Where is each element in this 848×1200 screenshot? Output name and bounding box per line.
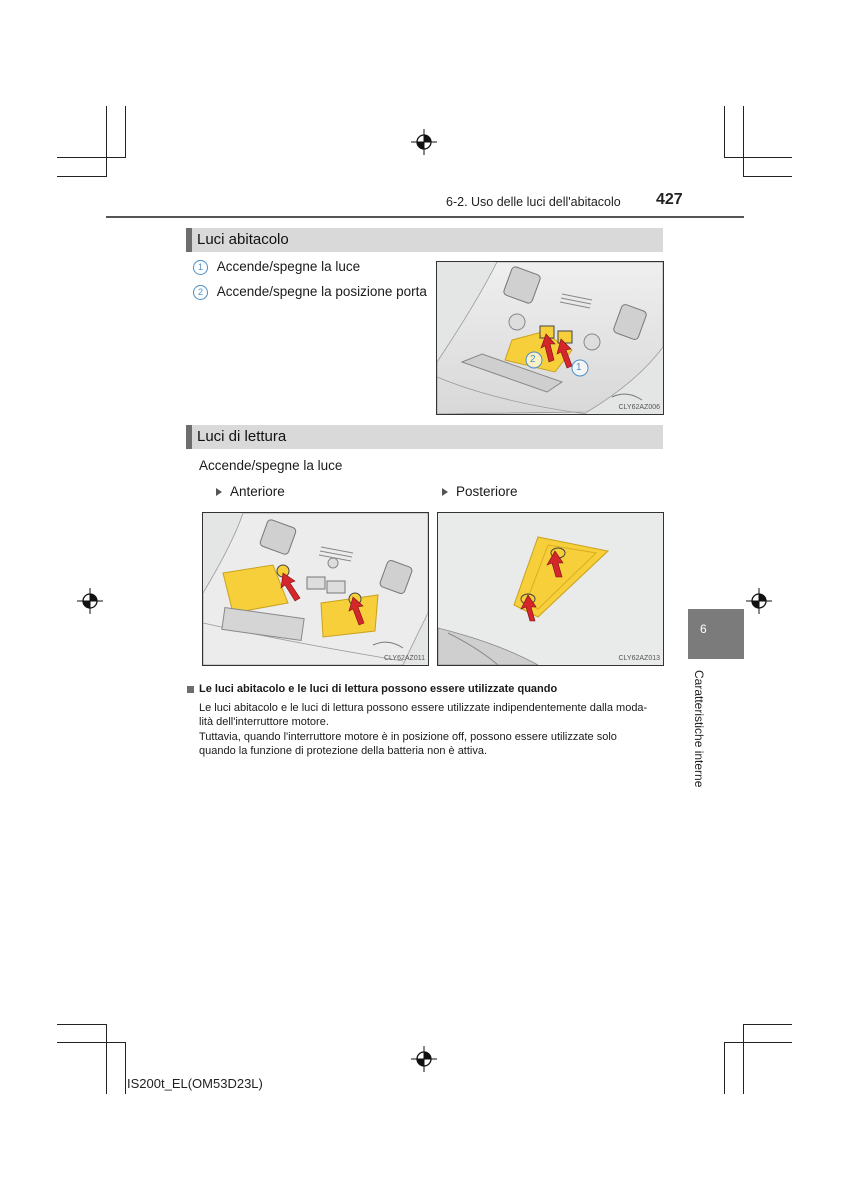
crop-mark xyxy=(57,1042,126,1043)
circled-number: 2 xyxy=(193,285,208,300)
chapter-number: 6 xyxy=(700,622,707,636)
registration-mark-icon xyxy=(745,587,773,615)
crop-mark xyxy=(724,1042,792,1043)
note-line: Le luci abitacolo e le luci di lettura possono essere utilizzate indipendentemente dalla moda- xyxy=(199,702,648,714)
header-rule xyxy=(106,216,744,218)
note-line: Tuttavia, quando l'interruttore motore è in posizione off, possono essere utilizzate solo xyxy=(199,731,617,743)
crop-mark xyxy=(743,1024,792,1025)
section-title: Luci abitacolo xyxy=(197,231,289,248)
circled-number: 1 xyxy=(193,260,208,275)
triangle-bullet-icon xyxy=(216,488,222,496)
overhead-console-illustration xyxy=(437,262,663,414)
crop-mark xyxy=(743,176,792,177)
section-marker xyxy=(186,228,192,252)
crop-mark xyxy=(724,157,792,158)
crop-mark xyxy=(724,106,725,158)
section-heading-luci-abitacolo xyxy=(186,228,663,252)
registration-mark-icon xyxy=(76,587,104,615)
front-console-illustration xyxy=(203,513,428,665)
list-item-text: Accende/spegne la posizione porta xyxy=(216,284,427,299)
note-heading: Le luci abitacolo e le luci di lettura possono essere utilizzate quando xyxy=(199,683,558,695)
note-line: lità dell'interruttore motore. xyxy=(199,716,329,728)
crop-mark xyxy=(125,1042,126,1094)
crop-mark xyxy=(724,1042,725,1094)
list-item-text: Accende/spegne la luce xyxy=(216,259,361,274)
note-line: quando la funzione di protezione della batteria non è attiva. xyxy=(199,745,488,757)
running-header: 6-2. Uso delle luci dell'abitacolo xyxy=(446,195,621,209)
crop-mark xyxy=(57,176,107,177)
sublabel-front xyxy=(216,484,285,499)
sublabel-rear xyxy=(442,484,518,499)
figure-code: CLY62AZ006 xyxy=(618,404,660,411)
sublabel-text: Anteriore xyxy=(230,484,285,499)
crop-mark xyxy=(743,1024,744,1094)
section-marker xyxy=(186,425,192,449)
crop-mark xyxy=(57,157,126,158)
page-number: 427 xyxy=(656,191,683,208)
crop-mark xyxy=(57,1024,107,1025)
rear-ceiling-illustration xyxy=(438,513,663,665)
figure-cabin-lights xyxy=(436,261,664,415)
crop-mark xyxy=(106,106,107,176)
chapter-title-vertical: Caratteristiche interne xyxy=(692,670,706,788)
list-item xyxy=(193,259,360,275)
figure-front-reading-lights xyxy=(202,512,429,666)
chapter-tab xyxy=(688,609,744,659)
section-intro: Accende/spegne la luce xyxy=(199,458,343,473)
crop-mark xyxy=(125,106,126,158)
sublabel-text: Posteriore xyxy=(456,484,518,499)
section-title: Luci di lettura xyxy=(197,428,287,445)
note-bullet-icon xyxy=(187,686,194,693)
callout-label: 2 xyxy=(530,354,536,365)
figure-code: CLY62AZ011 xyxy=(384,655,425,662)
list-item xyxy=(193,284,427,300)
callout-label: 1 xyxy=(576,362,582,373)
registration-mark-icon xyxy=(410,128,438,156)
registration-mark-icon xyxy=(410,1045,438,1073)
crop-mark xyxy=(743,106,744,176)
crop-mark xyxy=(106,1024,107,1094)
footer-model-code: IS200t_EL(OM53D23L) xyxy=(127,1076,263,1091)
triangle-bullet-icon xyxy=(442,488,448,496)
section-heading-luci-di-lettura xyxy=(186,425,663,449)
figure-code: CLY62AZ013 xyxy=(618,655,660,662)
figure-rear-reading-lights xyxy=(437,512,664,666)
